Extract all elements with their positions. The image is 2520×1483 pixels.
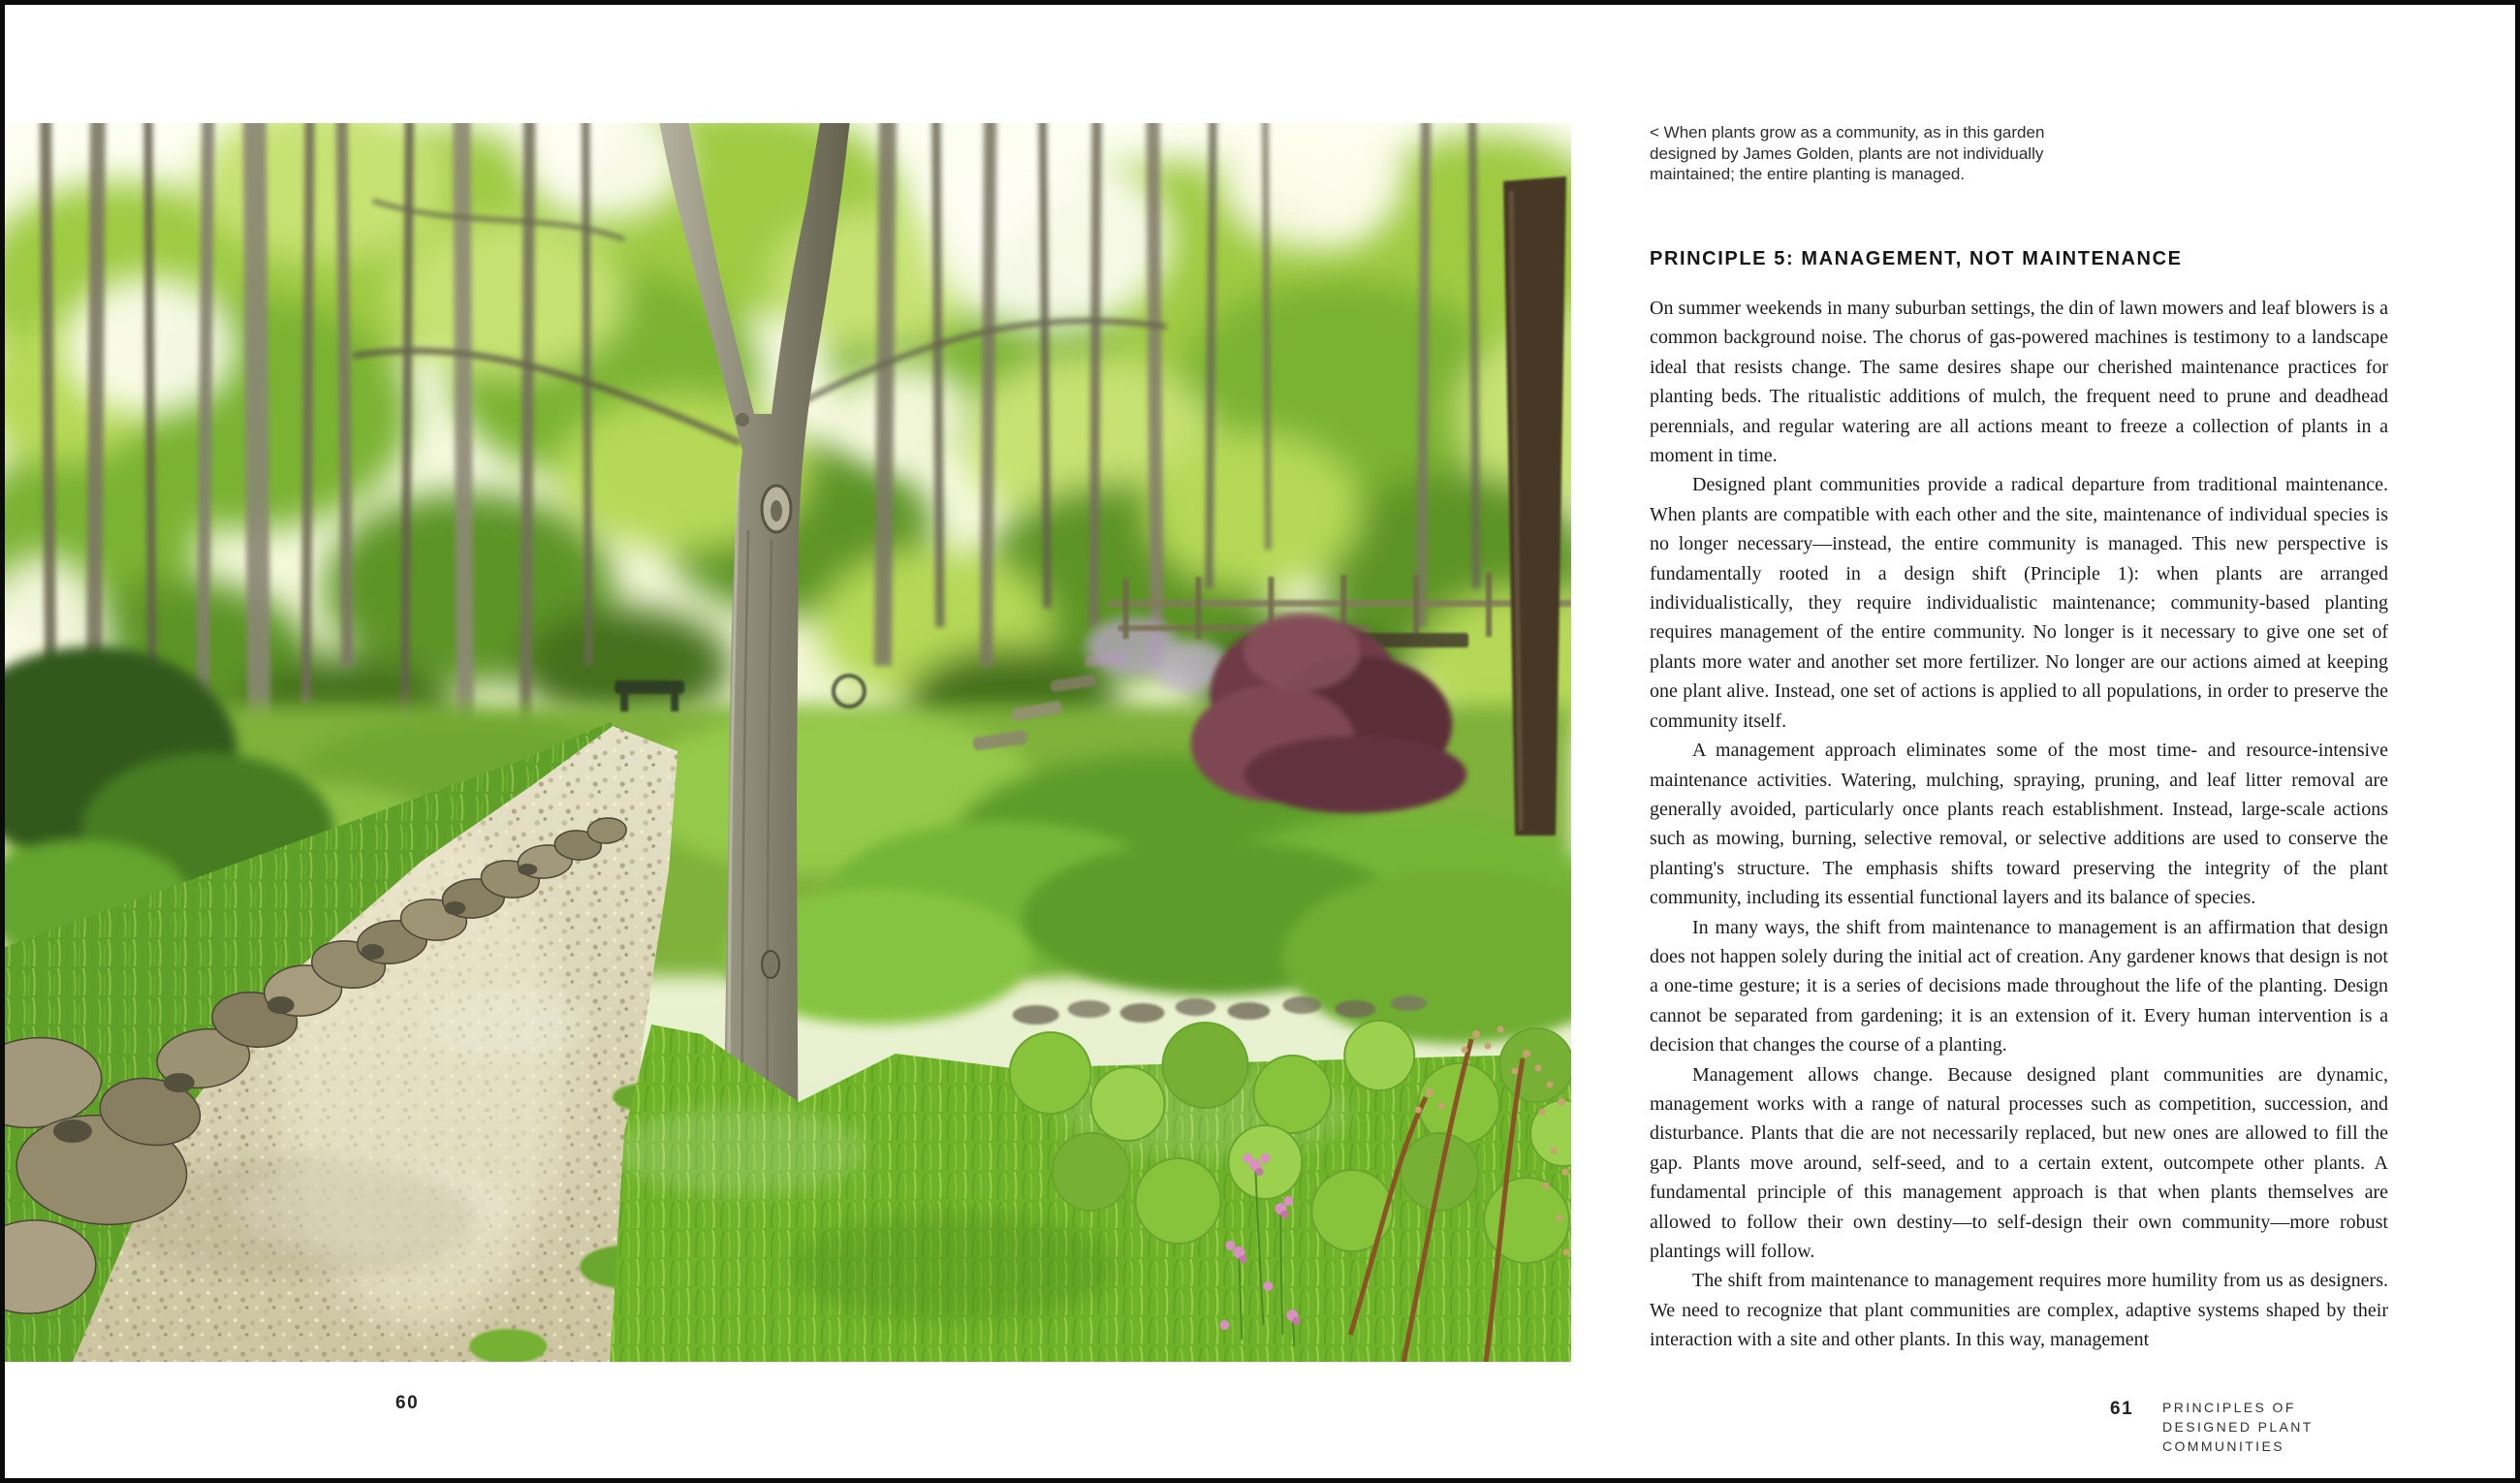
rf-line: COMMUNITIES — [2162, 1438, 2284, 1454]
para: Designed plant communities provide a radical departure from traditional maintenance. When plants are compatible with each other and the site, maintenance of individual species is no longer necessary—instead, the entire community is managed. This new perspective is fundamentally rooted in a design shift (Principle 1): when plants are arranged individualistically, they require individualistic maintenance; community-based planting requires management of the entire community. No longer is it necessary to give one set of plants more water and another set more fertilizer. No longer are our actions aimed at keeping one plant alive. Instead, one set of actions is applied to all populations, in order to preserve the community itself. — [1650, 474, 2388, 732]
para: The shift from maintenance to management requires more humility from us as designers. We need to recognize that plant communities are complex, adaptive systems shaped by their interaction with a site and other plants. In this way, management — [1650, 1270, 2388, 1351]
photo-caption: < When plants grow as a community, as in this garden designed by James Golden, plants are not individually maintained; the entire planting is managed. — [1650, 123, 2045, 183]
section-heading: PRINCIPLE 5: MANAGEMENT, NOT MAINTENANCE — [1650, 248, 2183, 269]
page-number-left: 60 — [395, 1393, 420, 1413]
body-text — [1650, 294, 2388, 1362]
para: On summer weekends in many suburban settings, the din of lawn mowers and leaf blowers is a common background noise. The chorus of gas-powered machines is testimony to a landscape ideal that resists change. The same desires shape our cherished maintenance practices for planting beds. The ritualistic additions of mulch, the frequent need to prune and deadhead perennials, and regular watering are all actions meant to freeze a collection of plants in a moment in time. — [1650, 298, 2388, 467]
rf-line: PRINCIPLES OF — [2162, 1400, 2296, 1415]
rf-line: DESIGNED PLANT — [2162, 1419, 2314, 1435]
running-footer — [2162, 1398, 2395, 1456]
para: A management approach eliminates some of the most time- and resource-intensive maintenance activities. Watering, mulching, spraying, pruning, and leaf litter removal are generally avoided, particularly once plants reach establishment. Instead, large-scale actions such as mowing, burning, selective removal, or selective additions are used to conserve the planting's structure. The emphasis shifts toward preserving the integrity of the plant community, including its essential functional layers and its balance of species. — [1650, 740, 2388, 909]
page-number-right: 61 — [2110, 1399, 2134, 1419]
para: In many ways, the shift from maintenance to management is an affirmation that design does not happen solely during the initial act of creation. Any gardener knows that design is not a one-time gesture; it is a series of decisions made throughout the life of the planting. Design cannot be separated from gardening; it is an extension of it. Every human intervention is a decision that changes the course of a planting. — [1650, 916, 2388, 1057]
para: Management allows change. Because designed plant communities are dynamic, management works with a range of natural processes such as competition, succession, and disturbance. Plants that die are not necessarily replaced, but new ones are allowed to fill the gap. Plants move around, self-seed, and to a certain extent, outcompete other plants. A fundamental principle of this management approach is that when plants themselves are allowed to follow their own destiny—to self-design their own community—more robust plantings will follow. — [1650, 1063, 2388, 1262]
garden-photo-illustration — [5, 123, 1571, 1362]
garden-photo — [5, 123, 1571, 1362]
